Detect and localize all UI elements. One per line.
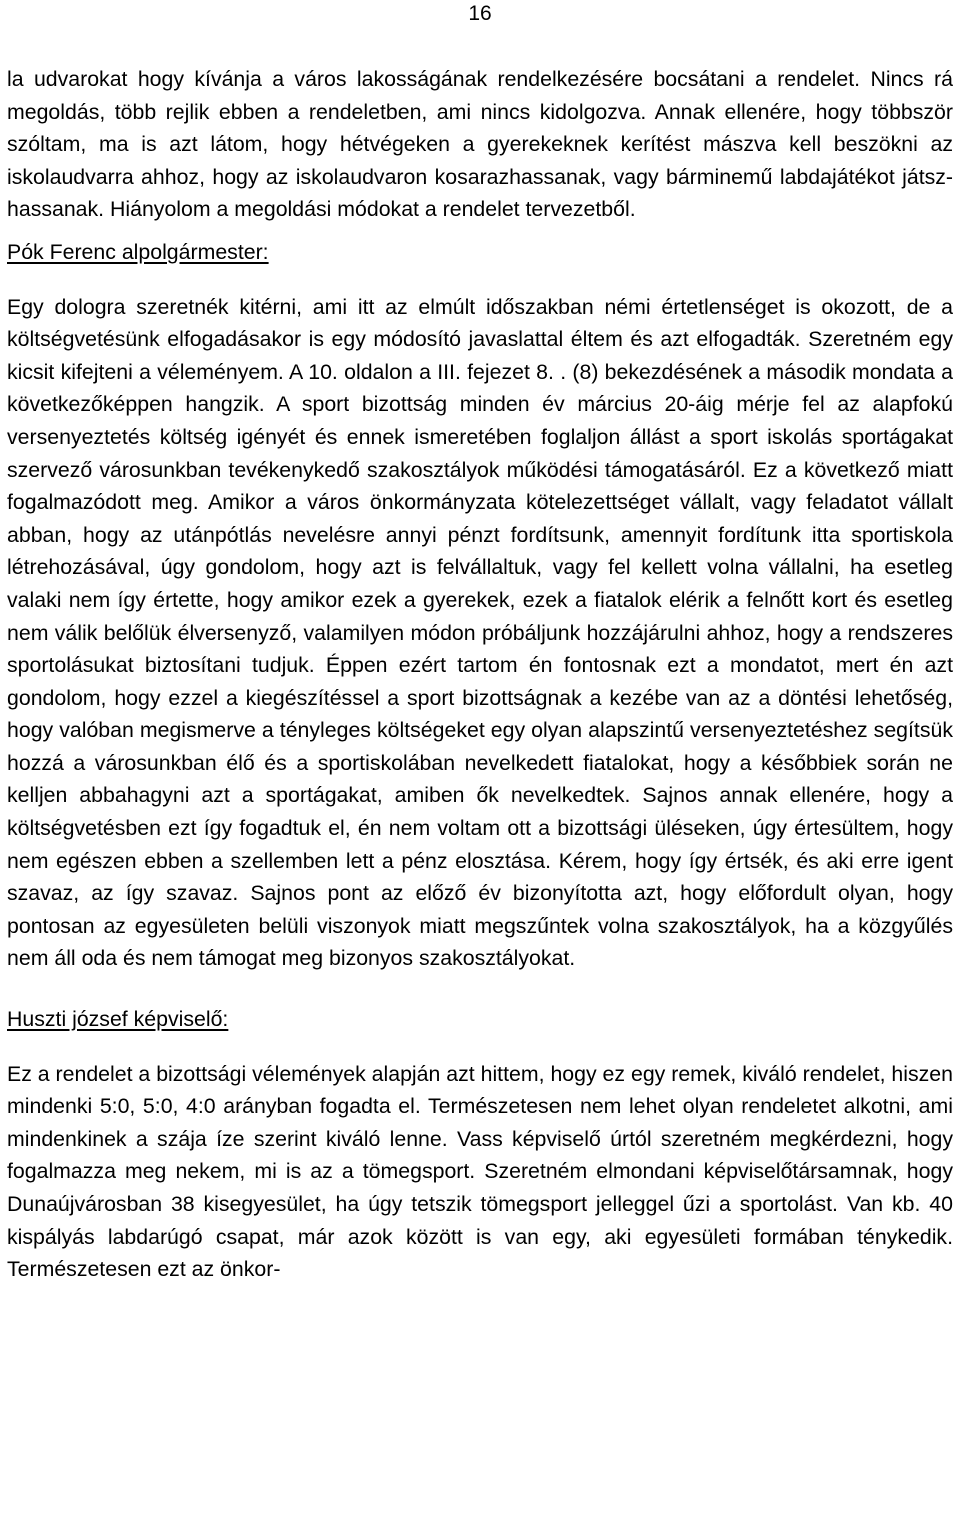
paragraph-huszti-speech: Ez a rendelet a bizottsági vélemények alapján azt hittem, hogy ez egy remek, kiváló rendelet, hiszen mindenki 5:0, 5:0, 4:0 arányban fogadta el. Természetesen nem lehet olyan rendeletet alkotni, ami mindenkinek a szája íze szerint kiváló lenne. Vass képviselő úrtól szeretném megkérdezni, hogy fogalmazza meg nekem, mi is az a tömegsport. Szeretném elmondani képviselőtársamnak, hogy Dunaújvárosban 38 kisegyesület, ha úgy tetszik tömegsport jelleggel űzi a sportolást. Van kb. 40 kispályás labdarúgó csapat, már azok között is van egy, aki egyesületi formában ténykedik. Természetesen ezt az önkor- <box>7 1061 953 1282</box>
spacer <box>7 1036 953 1058</box>
document-body <box>7 63 953 1286</box>
paragraph-pok-speech: Egy dologra szeretnék kitérni, ami itt az elmúlt időszakban némi értetlenséget is okozott, de a költségvetésünk elfogadásakor is egy módosító javaslattal éltem és azt elfogadták. Szeretném egy kicsit kifejteni a véleményem. A 10. oldalon a III. fejezet 8. . (8) bekezdésének a második mondata a következőképpen hangzik. A sport bizottság minden év március 20-áig mérje fel az alapfokú versenyeztetés költség igényét és ennek ismeretében foglaljon állást a sport iskolás sportágakat szervező városunkban tevékenykedő szakosztályok működési támogatásáról. Ez a következő miatt fogalmazódott meg. Amikor a város önkormányzata kötelezettséget vállalt, vagy feladatot vállalt abban, hogy az utánpótlás nevelésre annyi pénzt fordítsunk, amennyit fordítunk itta sportiskola létrehozásával, úgy gondolom, hogy azt is felvállaltuk, vagy fel kellett volna vállalni, ha esetleg valaki nem így értette, hogy amikor ezek a gyerekek, ezek a fiatalok elérik a felnőtt kort és esetleg nem válik belőlük élversenyző, valamilyen módon próbáljunk hozzájárulni ahhoz, hogy a rendszeres sportolásukat biztosítani tudjuk. Éppen ezért tartom én fontosnak ezt a mondatot, mert én azt gondolom, hogy ezzel a kiegészítéssel a sport bizottságnak a kezébe van az a döntési lehetőség, hogy valóban megismerve a tényleges költségeket egy olyan alapszintű versenyeztetéshez segítsük hozzá a városunkban élő és a sportiskolában nevelkedett fiatalokat, hogy a későbbiek során ne kelljen abbahagyni azt a sportágakat, amiben ők nevelkedtek. Sajnos annak ellenére, hogy a költségvetésben ezt így fogadtuk el, én nem voltam ott a bizottsági üléseken, úgy értesültem, hogy nem egészen ebben a szellemben lett a pénz elosztása. Kérem, hogy így értsék, és aki erre igent szavaz, az így szavaz. Sajnos pont az előző év bizonyította azt, hogy előfordult olyan, hogy pontosan az egyesületen belüli viszonyok miatt megszűntek volna szakosztályok, ha a közgyűlés nem áll oda és nem támogat meg bizonyos szakosztályokat. <box>7 294 953 971</box>
page-number: 16 <box>468 2 492 25</box>
spacer <box>7 975 953 1003</box>
speaker-heading-pok: Pók Ferenc alpolgármester: <box>7 239 269 264</box>
paragraph-intro: la udvarokat hogy kívánja a város lakosságának rendelkezésére bocsátani a rendelet. Nincs rá megoldás, több rejlik ebben a rendeletben, ami nincs kidolgozva. Annak ellenére, hogy többször szóltam, ma is azt látom, hogy hétvégeken a gyerekeknek kerítést mászva kell beszökni az iskolaudvarra ahhoz, hogy az iskolaudvaron kosarazhassanak, vagy bárminemű labdajátékot játszhassanak. Hiányolom a megoldási módokat a rendelet tervezetből. <box>7 67 953 222</box>
spacer <box>7 226 953 236</box>
spacer <box>7 269 953 291</box>
speaker-heading-huszti: Huszti józsef képviselő: <box>7 1007 229 1032</box>
